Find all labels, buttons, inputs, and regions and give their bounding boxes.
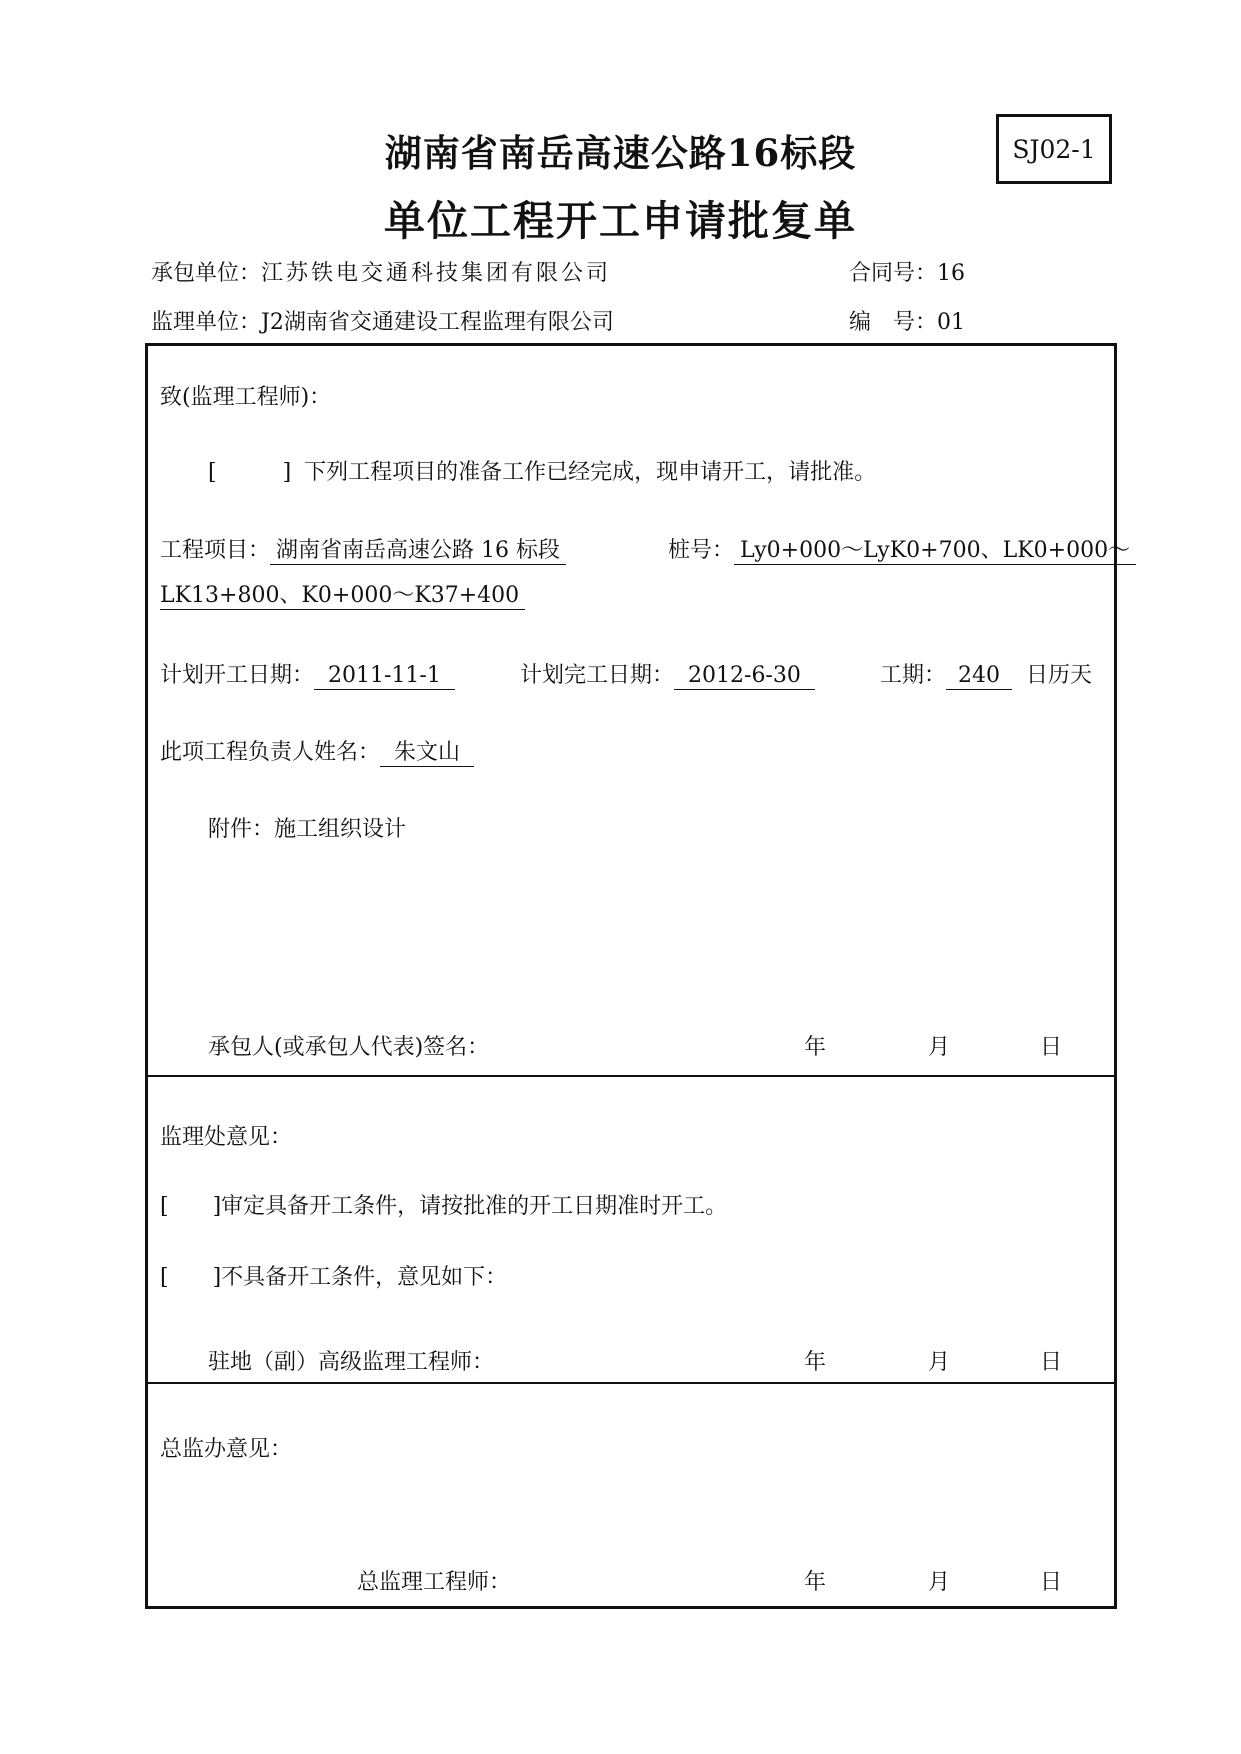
chief-opinion-label: 总监办意见：	[160, 1437, 293, 1462]
resident-sign-year: 年	[804, 1350, 827, 1375]
supervisor-label: 监理单位：	[151, 310, 262, 335]
serial-label: 编 号：	[849, 310, 938, 335]
form-code: SJ02-1	[1012, 134, 1096, 164]
project-label: 工程项目：	[160, 538, 271, 563]
contractor-sign-day: 日	[1040, 1035, 1063, 1060]
contractor-sign-month: 月	[928, 1035, 951, 1060]
form-code-box	[996, 114, 1112, 184]
approve-option-row	[160, 1189, 727, 1220]
contract-no-label: 合同号：	[849, 261, 938, 286]
supervisor-value: J2湖南省交通建设工程监理有限公司	[261, 310, 614, 335]
supervision-opinion-label: 监理处意见：	[160, 1125, 293, 1150]
leader-value: 朱文山	[380, 740, 474, 767]
station-value-line2-row	[160, 583, 525, 610]
apply-statement: 下列工程项目的准备工作已经完成，现申请开工，请批准。	[304, 460, 877, 485]
reject-checkbox[interactable]: [ ]	[160, 1265, 222, 1290]
apply-statement-row	[208, 455, 876, 486]
station-value-line1: Ly0+000～LyK0+700、LK0+000～	[734, 538, 1136, 565]
section-divider-1	[145, 1075, 1117, 1077]
contractor-signature-label: 承包人(或承包人代表)签名：	[208, 1035, 490, 1060]
document-title: 湖南省南岳高速公路16标段	[384, 131, 857, 175]
resident-engineer-signature-label: 驻地（副）高级监理工程师：	[208, 1350, 495, 1375]
leader-row	[160, 735, 474, 767]
end-date-value: 2012-6-30	[674, 663, 815, 690]
end-date-row	[520, 658, 815, 690]
duration-unit: 日历天	[1026, 663, 1093, 688]
station-label: 桩号：	[668, 538, 735, 563]
chief-sign-year: 年	[804, 1570, 827, 1595]
contract-no-row	[849, 256, 965, 287]
approve-checkbox[interactable]: [ ]	[160, 1194, 222, 1219]
reject-option-text: 不具备开工条件，意见如下：	[221, 1265, 508, 1290]
start-date-row	[160, 658, 455, 690]
chief-sign-day: 日	[1040, 1570, 1063, 1595]
contract-no-value: 16	[937, 261, 966, 286]
leader-label: 此项工程负责人姓名：	[160, 740, 381, 765]
attachment: 附件：施工组织设计	[208, 817, 407, 842]
start-date-label: 计划开工日期：	[160, 663, 315, 688]
project-value: 湖南省南岳高速公路 16 标段	[270, 538, 566, 565]
serial-row	[849, 305, 965, 336]
resident-sign-month: 月	[928, 1350, 951, 1375]
serial-value: 01	[937, 310, 966, 335]
chief-sign-month: 月	[928, 1570, 951, 1595]
apply-checkbox[interactable]: [ ]	[208, 460, 292, 485]
station-value-line2: LK13+800、K0+000～K37+400	[160, 583, 525, 610]
contractor-value: 江苏铁电交通科技集团有限公司	[261, 261, 612, 286]
duration-label: 工期：	[880, 663, 947, 688]
project-row	[160, 533, 566, 565]
resident-sign-day: 日	[1040, 1350, 1063, 1375]
document-subtitle: 单位工程开工申请批复单	[384, 197, 857, 245]
duration-row	[880, 658, 1092, 690]
supervisor-row	[151, 305, 614, 336]
approve-option-text: 审定具备开工条件，请按批准的开工日期准时开工。	[221, 1194, 728, 1219]
reject-option-row	[160, 1260, 507, 1291]
end-date-label: 计划完工日期：	[520, 663, 675, 688]
section-divider-2	[145, 1382, 1117, 1384]
contractor-label: 承包单位：	[151, 261, 262, 286]
contractor-row	[151, 256, 611, 287]
chief-engineer-signature-label: 总监理工程师：	[357, 1570, 512, 1595]
duration-value: 240	[946, 663, 1012, 690]
start-date-value: 2011-11-1	[314, 663, 455, 690]
to-engineer-label: 致(监理工程师)：	[160, 385, 332, 410]
station-row	[668, 533, 1136, 565]
contractor-sign-year: 年	[804, 1035, 827, 1060]
